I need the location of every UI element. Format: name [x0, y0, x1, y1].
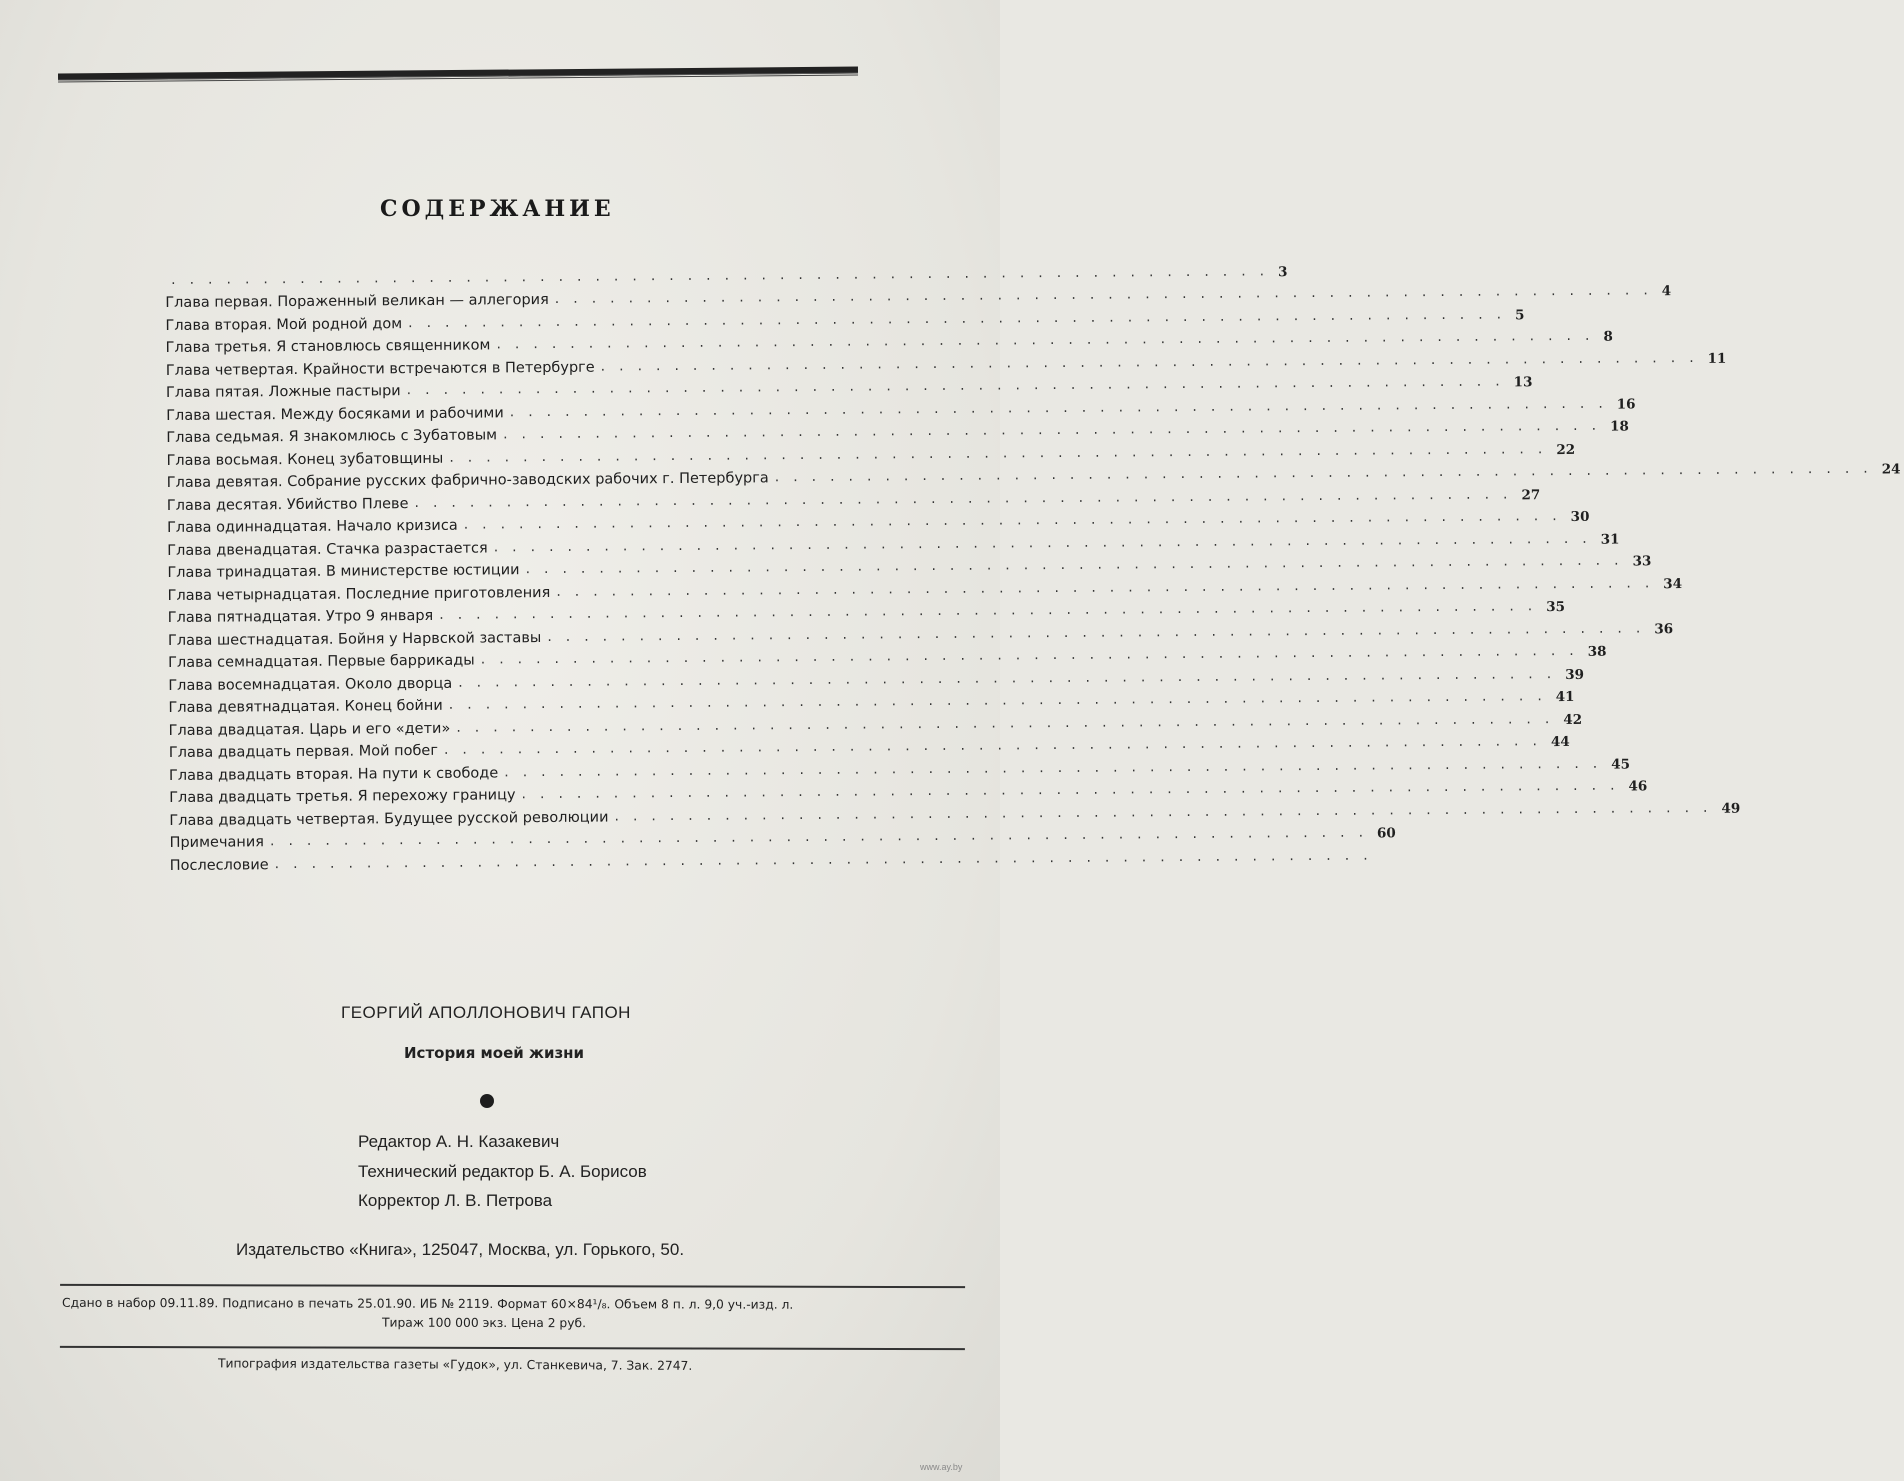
bullet-ornament	[480, 1094, 494, 1108]
toc-page-number: 13	[1513, 374, 1533, 391]
toc-leader-dots: ............................................................	[600, 349, 1708, 375]
toc-entry	[169, 846, 1382, 874]
watermark: www.ay.by	[920, 1462, 963, 1472]
toc-page-number: 44	[1550, 733, 1570, 751]
toc-entry-label: Глава семнадцатая. Первые баррикады	[168, 652, 475, 671]
toc-leader-dots: ............................................................	[521, 777, 1629, 803]
toc-page-number: 27	[1521, 486, 1541, 503]
toc-leader-dots: ............................................................	[525, 552, 1633, 578]
toc-entry-label: Глава десятая. Убийство Плеве	[166, 495, 409, 514]
top-rule	[58, 67, 858, 81]
toc-entry-label: Глава двенадцатая. Стачка разрастается	[167, 539, 488, 559]
toc-entry-label: Глава третья. Я становлюсь священником	[165, 337, 491, 356]
toc-entry-label: Глава девятая. Собрание русских фабрично-заводских рабочих г. Петербурга	[166, 470, 769, 491]
toc-leader-dots: ............................................................	[439, 598, 1547, 623]
imprint-line-2: Тираж 100 000 экз. Цена 2 руб.	[381, 1315, 587, 1331]
toc-leader-dots: ............................................................	[503, 417, 1611, 443]
toc-page-number: 42	[1563, 711, 1583, 728]
toc-page-number: 41	[1555, 688, 1575, 706]
toc-leader-dots: ............................................................	[414, 485, 1522, 511]
toc-page-number: 49	[1721, 800, 1741, 817]
toc-entry-label: Глава шестая. Между босяками и рабочими	[166, 404, 504, 424]
toc-leader-dots: ............................................................	[456, 710, 1564, 736]
toc-page-number: 4	[1661, 283, 1672, 300]
toc-leader-dots: ............................................................	[509, 395, 1617, 420]
toc-entry-label: Глава двадцать первая. Мой побег	[168, 742, 438, 761]
toc-entry-label: Глава восьмая. Конец зубатовщины	[166, 450, 444, 469]
toc-entry-label: Глава шестнадцатая. Бойня у Нарвской заставы	[167, 629, 542, 649]
imprint-line-1: Сдано в набор 09.11.89. Подписано в печать 25.01.90. ИБ № 2119. Формат 60×84¹/₈. Объем 8 п. л. 9,0 уч.-изд. л.	[62, 1295, 794, 1312]
toc-page-number: 46	[1628, 778, 1648, 795]
toc-page-number: 45	[1611, 756, 1631, 773]
toc-entry-label: Глава девятнадцатая. Конец бойни	[168, 697, 443, 716]
toc-leader-dots: ............................................................	[504, 755, 1612, 780]
toc-entry-label: Глава восемнадцатая. Около дворца	[168, 675, 453, 694]
toc-entry-label: Примечания	[169, 834, 265, 851]
toc-leader-dots: ............................................................	[269, 824, 1378, 850]
toc-page-number: 16	[1616, 395, 1636, 413]
toc-entry-label: Послесловие	[169, 856, 269, 874]
toc-page-number: 36	[1654, 620, 1674, 637]
toc-entry-label: Глава четырнадцатая. Последние приготовления	[167, 584, 551, 604]
toc-page-number: 18	[1609, 418, 1629, 435]
credits	[358, 1132, 758, 1221]
toc-leader-dots: ............................................................	[556, 574, 1664, 600]
toc-leader-dots: ............................................................	[449, 440, 1557, 466]
toc-entry-label: Глава седьмая. Я знакомлюсь с Зубатовым	[166, 427, 498, 446]
toc-leader-dots: ............................................................	[614, 799, 1722, 824]
toc-entry-label: Глава четвертая. Крайности встречаются в Петербурге	[165, 359, 595, 379]
toc-page-number: 60	[1376, 825, 1396, 842]
toc-leader-dots: ............................................................	[547, 619, 1655, 645]
toc-leader-dots: ............................................................	[463, 507, 1571, 533]
toc-page-number: 11	[1707, 350, 1727, 367]
printer-info: Типография издательства газеты «Гудок», ул. Станкевича, 7. Зак. 2747.	[217, 1356, 693, 1373]
toc-page-number: 3	[1278, 263, 1288, 280]
toc-entry-label: Глава двадцать четвертая. Будущее русской революции	[169, 809, 609, 829]
toc-leader-dots: ............................................................	[448, 688, 1556, 713]
toc-leader-dots: ............................................................	[493, 530, 1601, 555]
toc-leader-dots: ............................................................	[171, 262, 1279, 288]
imprint-box	[60, 1284, 965, 1350]
toc-entry-label: Глава пятнадцатая. Утро 9 января	[167, 607, 434, 626]
toc-page-number: 39	[1565, 666, 1585, 683]
toc-entry-label: Глава одиннадцатая. Начало кризиса	[166, 517, 458, 536]
toc-leader-dots: ............................................................	[408, 305, 1516, 331]
toc-entry-label: Глава пятая. Ложные пастыри	[165, 383, 401, 401]
author-name: ГЕОРГИЙ АПОЛЛОНОВИЧ ГАПОН	[341, 1003, 631, 1022]
toc-entry-label: Глава двадцать третья. Я перехожу границу	[169, 787, 516, 806]
toc-page-number: 31	[1600, 531, 1620, 548]
toc-page-number: 38	[1587, 643, 1607, 660]
toc-page-number: 8	[1603, 328, 1613, 345]
toc-entry-label: Глава двадцатая. Царь и его «дети»	[168, 720, 451, 739]
toc-page-number: 22	[1556, 441, 1576, 458]
toc-title: СОДЕРЖАНИЕ	[380, 196, 615, 222]
toc-page-number: 5	[1515, 306, 1525, 323]
book-title: История моей жизни	[404, 1044, 585, 1062]
toc-leader-dots: ............................................................	[554, 282, 1662, 307]
corrector-credit: Корректор Л. В. Петрова	[358, 1191, 553, 1210]
toc-leader-dots: ............................................................	[443, 733, 1551, 758]
toc-leader-dots: ............................................................	[406, 373, 1514, 399]
publisher-address: Издательство «Книга», 125047, Москва, ул. Горького, 50.	[236, 1240, 685, 1259]
table-of-contents	[165, 261, 1901, 874]
toc-page-number: 35	[1546, 599, 1566, 616]
toc-entry-label: Глава двадцать вторая. На пути к свободе	[168, 764, 499, 784]
toc-leader-dots: ............................................................	[496, 327, 1604, 353]
toc-page-number: 33	[1632, 553, 1652, 570]
toc-entry-label: Глава тринадцатая. В министерстве юстиции	[167, 562, 520, 581]
toc-page-number: 24	[1881, 461, 1901, 478]
toc-entry-label: Глава вторая. Мой родной дом	[165, 315, 403, 334]
toc-leader-dots: ............................................................	[774, 460, 1882, 486]
toc-page-number: 30	[1570, 508, 1590, 525]
toc-page-number: 34	[1663, 575, 1683, 592]
toc-leader-dots: ............................................................	[458, 665, 1566, 691]
editor-credit: Редактор А. Н. Казакевич	[358, 1132, 560, 1151]
toc-leader-dots: ............................................................	[274, 846, 1382, 872]
tech-editor-credit: Технический редактор Б. А. Борисов	[358, 1161, 647, 1181]
toc-leader-dots: ............................................................	[480, 642, 1588, 668]
toc-entry-label: Глава первая. Пораженный великан — аллегория	[165, 291, 549, 311]
